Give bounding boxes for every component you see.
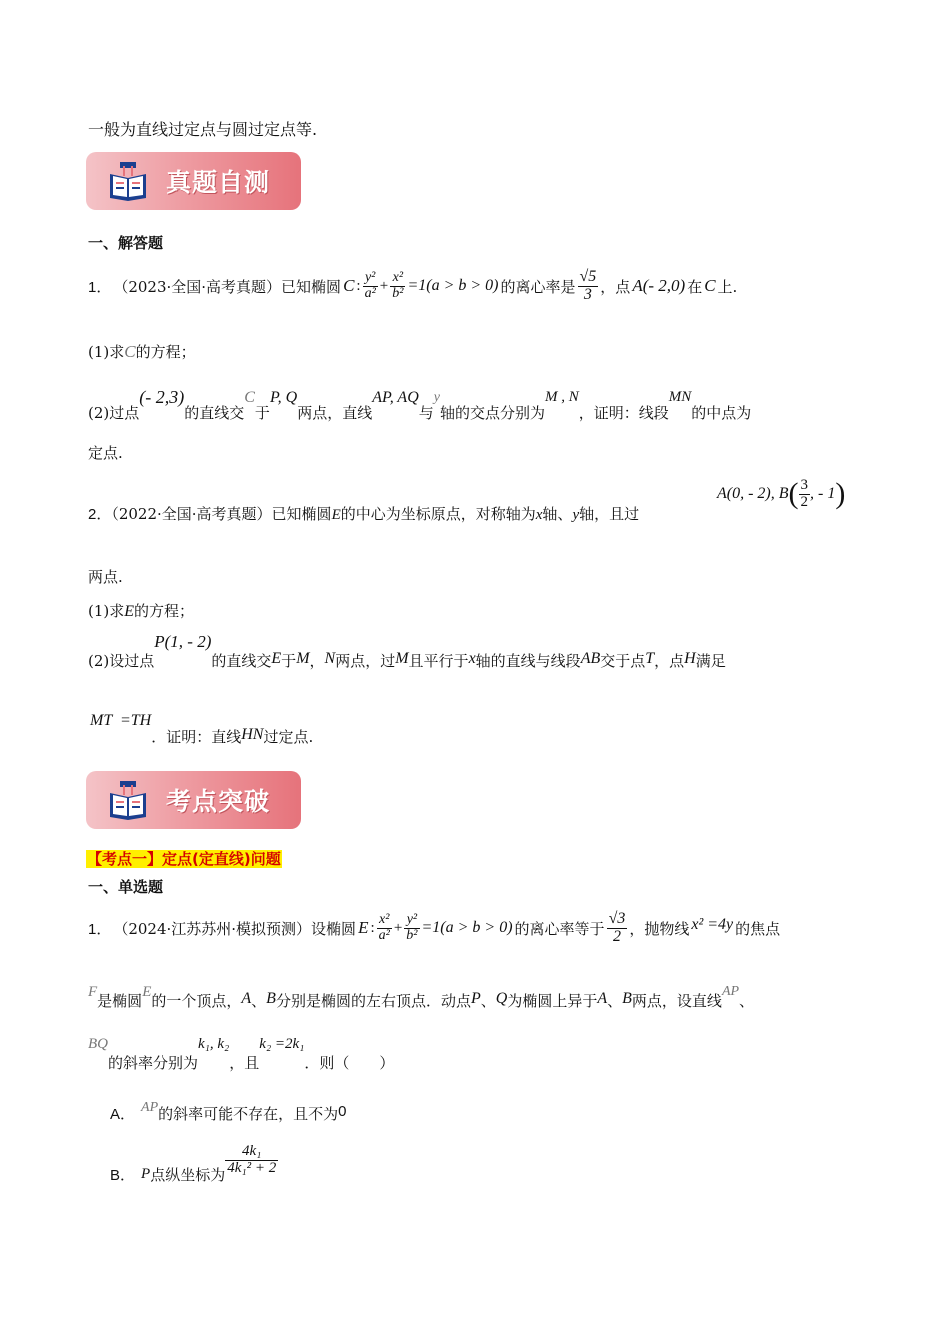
math-colon: : bbox=[356, 277, 361, 294]
question-2-part-2: (2)设过点 P(1, - 2) 的直线交 E 于 M ， N 两点，过 M 且平行于 x 轴的直线与线段 AB 交于点 T ，点 H 满足 bbox=[88, 632, 726, 670]
banner-title: 考点突破 bbox=[166, 787, 271, 816]
math-points-AB: A(0, - 2), B ( $\frac{3}{2}$ , - 1 ) bbox=[717, 477, 846, 511]
option-a[interactable]: A． AP 的斜率可能不存在，且不为 0 bbox=[110, 1100, 347, 1123]
math-C: C bbox=[343, 276, 355, 295]
text: 在 bbox=[687, 277, 703, 296]
section-heading: 一、单选题 bbox=[88, 878, 164, 896]
question-number: 1． bbox=[88, 278, 112, 296]
question-2-stem: 2．（2022·全国·高考真题）已知椭圆E的中心为坐标原点，对称轴为x轴、y轴，且过 bbox=[88, 505, 640, 523]
text: 的离心率是 bbox=[500, 277, 576, 296]
fraction-eccentricity: $\frac{√5}{3}$ bbox=[579, 267, 597, 303]
book-icon bbox=[108, 779, 148, 821]
question-2-part-2-cont: MT =TH ．证明：直线 HN 过定点. bbox=[90, 712, 314, 746]
question-3-stem-line-2: F 是椭圆 E 的一个顶点， A 、 B 分别是椭圆的左右顶点．动点 P 、 Q 为椭圆上异于 A 、 B 两点，设直线 AP 、 bbox=[88, 984, 755, 1010]
fraction-y2-a2: $\frac{\text{y²}}{\text{a²}}$ bbox=[364, 269, 376, 301]
question-1-stem bbox=[88, 256, 737, 316]
book-icon bbox=[108, 160, 148, 202]
question-3-stem: 1． （2024·江苏苏州·模拟预测）设椭圆 E : $\frac{\text{x²}}{\text{a²}}$ + $\frac{\text{y²}}{\text{b²}}$ =1(a > b > 0) 的离心率等于 $\frac{√3}{2}$ ，抛物线 x² =4y 的焦点 bbox=[88, 909, 781, 945]
math-C: C bbox=[704, 276, 716, 295]
intro-text: 一般为直线过定点与圆过定点等. bbox=[88, 120, 318, 139]
banner-title: 真题自测 bbox=[166, 168, 271, 197]
math-equation: =1(a > b > 0) bbox=[407, 277, 499, 294]
question-3-stem-line-3: BQ 的斜率分别为 k₁, k₂ ，且 k₂ =2k₁ ．则（ ） bbox=[88, 1036, 395, 1072]
math-plus: + bbox=[379, 277, 389, 294]
question-2-stem-cont: 两点. bbox=[88, 568, 123, 586]
question-source: （2023·全国·高考真题）已知椭圆 bbox=[113, 277, 342, 296]
section-banner-kaodian bbox=[86, 771, 301, 829]
question-1-part-2-cont: 定点. bbox=[88, 444, 123, 462]
section-banner-zhenti bbox=[86, 152, 301, 210]
fraction-x2-b2: $\frac{\text{x²}}{\text{b²}}$ bbox=[392, 269, 404, 301]
math-point-A: A(- 2,0) bbox=[632, 276, 686, 295]
question-2-part-1: (1)求E的方程； bbox=[88, 602, 195, 620]
topic-label: 【考点一】定点(定直线)问题 bbox=[87, 850, 281, 868]
section-heading: 一、解答题 bbox=[88, 234, 164, 252]
text: 上. bbox=[717, 277, 738, 296]
text: ，点 bbox=[600, 277, 631, 296]
question-1-part-2: (2)过点 (- 2,3) 的直线交 C 于 P, Q 两点，直线 AP, AQ 与 y 轴的交点分别为 M , N ，证明：线段 MN 的中点为 bbox=[88, 387, 752, 422]
option-b[interactable]: B． P 点纵坐标为 $\frac{\text{4k₁}}{\text{4k₁² + 2}}$ bbox=[110, 1143, 277, 1184]
question-1-part-1: (1)求C的方程； bbox=[88, 342, 196, 361]
